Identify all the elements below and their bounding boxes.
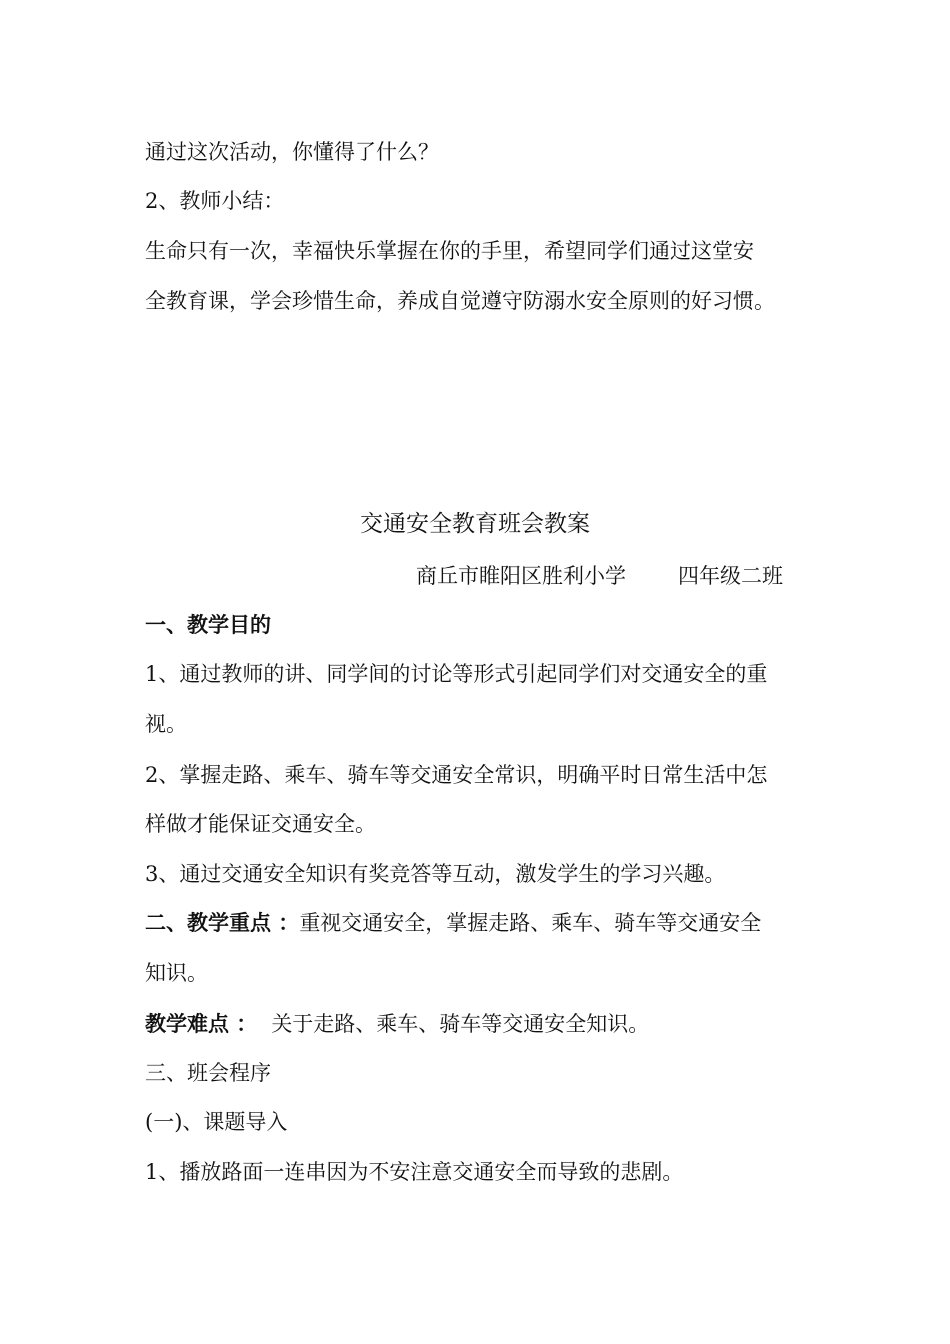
difficulty-line [145,1009,649,1039]
procedure-heading: 三、班会程序 [145,1061,271,1085]
school-name: 商丘市睢阳区胜利小学 [416,564,626,588]
goal-1-line2: 视。 [145,712,187,736]
school-class-line [416,561,783,591]
paragraph-summary-line1: 生命只有一次，幸福快乐掌握在你的手里，希望同学们通过这堂安 [145,239,754,263]
goal-2-line2: 样做才能保证交通安全。 [145,812,376,836]
goal-3: 3、通过交通安全知识有奖竞答等互动，激发学生的学习兴趣。 [145,862,726,886]
intro-item-1: 1、播放路面一连串因为不安注意交通安全而导致的悲剧。 [145,1160,684,1184]
intro-heading: (一)、课题导入 [145,1110,288,1134]
goal-heading: 一、教学目的 [145,612,271,637]
difficulty-label: 教学难点 ： [145,1011,258,1036]
goal-1-line1: 1、通过教师的讲、同学间的讨论等形式引起同学们对交通安全的重 [145,662,768,686]
key-point-text: 重视交通安全，掌握走路、乘车、骑车等交通安全 [299,911,762,935]
paragraph-summary-line2: 全教育课，学会珍惜生命，养成自觉遵守防溺水安全原则的好习惯。 [145,289,775,313]
goal-2-line1: 2、掌握走路、乘车、骑车等交通安全常识，明确平时日常生活中怎 [145,763,768,787]
difficulty-text: 关于走路、乘车、骑车等交通安全知识。 [271,1012,650,1036]
paragraph-question: 通过这次活动，你懂得了什么？ [145,140,439,164]
paragraph-teacher-summary-label: 2、教师小结： [145,189,285,213]
class-name: 四年级二班 [678,564,783,588]
key-point-line2: 知识。 [145,961,208,985]
document-title: 交通安全教育班会教案 [360,511,590,537]
key-point-label: 二、教学重点 ： [145,910,300,935]
key-point-line1 [145,908,761,938]
